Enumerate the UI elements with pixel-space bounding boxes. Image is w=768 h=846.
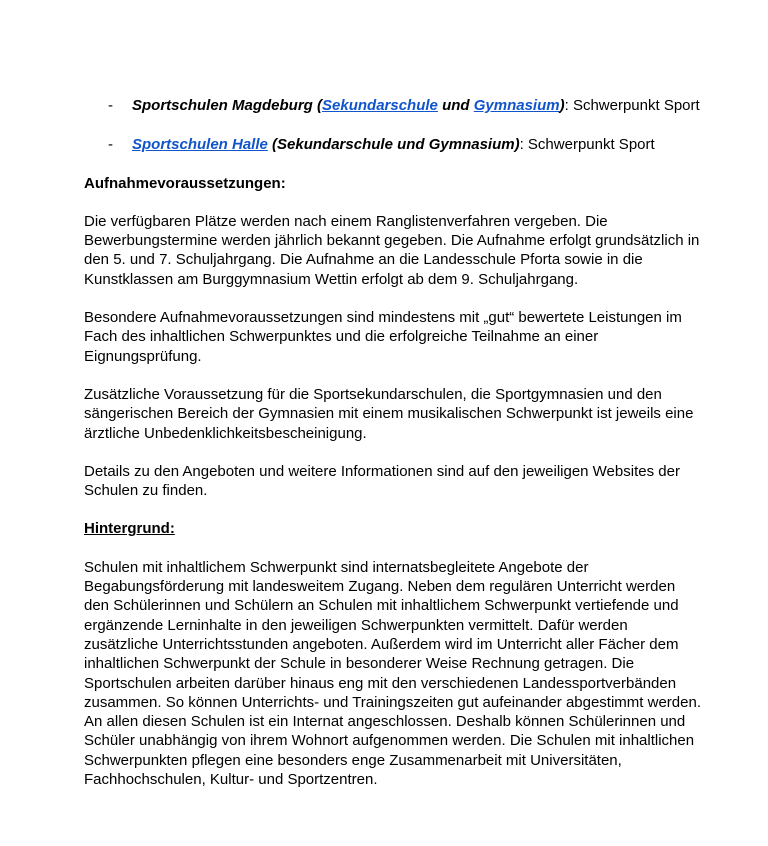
bullet-mid-text: und — [437, 97, 474, 114]
bullet-close-paren: ) — [559, 97, 565, 114]
paragraph-plaetze: Die verfügbaren Plätze werden nach einem Ranglistenverfahren vergeben. Die Bewerbungstermine werden jährlich bekannt gegeben. Die Aufnahme erfolgt grundsätzlich in den 5. und 7. Schuljahrgang. Die Aufnahme an die Landesschule Pforta sowie in die Kunstklassen am Burggymnasium Wettin erfolgt ab dem 9. Schuljahrgang. — [84, 212, 700, 288]
bullet-tail-text: : Schwerpunkt Sport — [564, 97, 700, 114]
paragraph-besondere-voraussetzungen: Besondere Aufnahmevoraussetzungen sind mindestens mit „gut“ bewertete Leistungen im Fach des inhaltlichen Schwerpunktes und die erfolgreiche Teilnahme an einer Eignungsprüfung. — [84, 309, 682, 365]
bullet-item-magdeburg — [84, 96, 704, 115]
bullet-dash: - — [108, 97, 113, 114]
link-gymnasium-magdeburg[interactable]: Gymnasium — [473, 97, 560, 114]
heading-aufnahmevoraussetzungen: Aufnahmevoraussetzungen: — [84, 174, 286, 192]
document-page — [84, 96, 704, 789]
link-sekundarschule-magdeburg[interactable]: Sekundarschule — [322, 97, 438, 114]
bullet-tail-text: : Schwerpunkt Sport — [519, 136, 655, 154]
paragraph-zusaetzliche-voraussetzung: Zusätzliche Voraussetzung für die Sportsekundarschulen, die Sportgymnasien und den sängerischen Bereich der Gymnasien mit einem musikalischen Schwerpunkt ist jeweils eine ärztliche Unbedenklichkeitsbescheinigung. — [84, 385, 694, 442]
link-sportschulen-halle[interactable]: Sportschulen Halle — [132, 136, 268, 154]
heading-hintergrund: Hintergrund: — [84, 520, 175, 538]
paragraph-hintergrund: Schulen mit inhaltlichem Schwerpunkt sind internatsbegleitete Angebote der Begabungsförderung mit landesweitem Zugang. Neben dem regulären Unterricht werden den Schülerinnen und Schülern an Schulen mit inhaltlichem Schwerpunkt vertiefende und ergänzende Lerninhalte in den jeweiligen Schwerpunkten vermittelt. Dafür werden zusätzliche Unterrichtsstunden angeboten. Außerdem wird im Unterricht aller Fächer dem inhaltlichen Schwerpunkt der Schule in besonderer Weise Rechnung getragen. Die Sportschulen arbeiten darüber hinaus eng mit den verschiedenen Landessportverbänden zusammen. So können Unterrichts- und Trainingszeiten gut aufeinander abgestimmt werden. An allen diesen Schulen ist ein Internat angeschlossen. Deshalb können Schülerinnen und Schüler unabhängig von ihrem Wohnort aufgenommen werden. Die Schulen mit inhaltlichen Schwerpunkten pflegen eine besonders enge Zusammenarbeit mit Universitäten, Fachhochschulen, Kultur- und Sportzentren. — [84, 558, 701, 789]
bullet-dash: - — [108, 136, 113, 154]
bullet-item-halle — [84, 135, 704, 154]
bullet-mid-text: (Sekundarschule und Gymnasium) — [267, 136, 520, 154]
bullet-lead-text: Sportschulen Magdeburg ( — [132, 97, 323, 114]
paragraph-details: Details zu den Angeboten und weitere Informationen sind auf den jeweiligen Websites der Schulen zu finden. — [84, 462, 680, 500]
